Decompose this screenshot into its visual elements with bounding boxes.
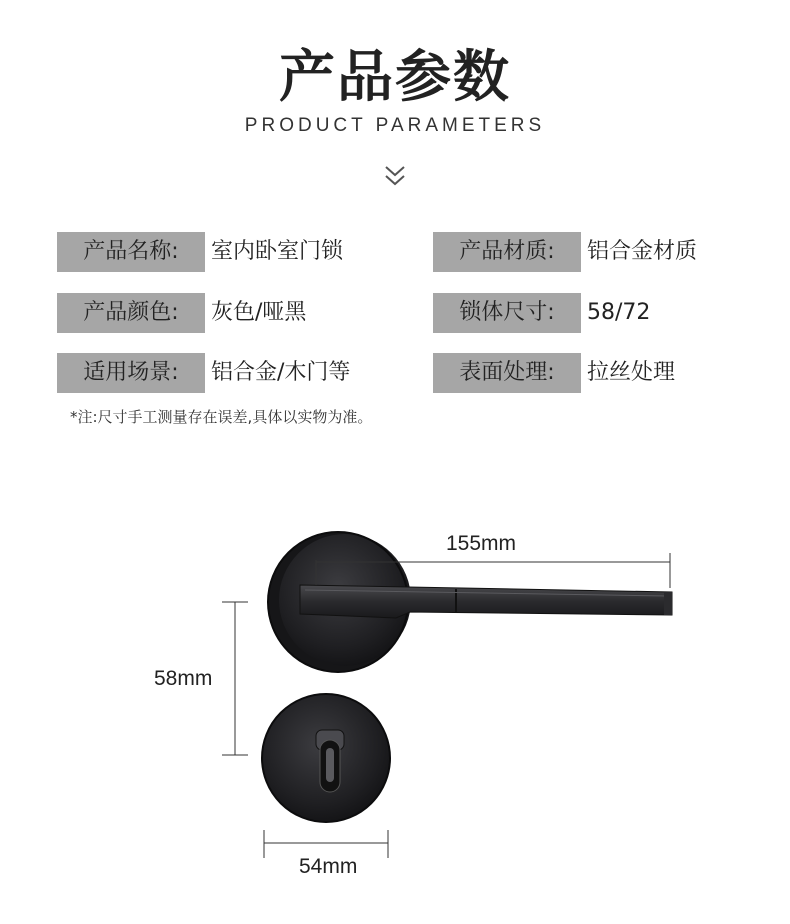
param-value: 灰色/哑黑 <box>211 300 307 325</box>
param-value: 铝合金材质 <box>587 239 698 264</box>
height-dimension: 58mm <box>154 667 213 690</box>
param-label: 产品材质: <box>433 232 581 272</box>
height-dimension-lines <box>222 602 248 755</box>
param-label: 表面处理: <box>433 353 581 393</box>
param-value: 室内卧室门锁 <box>211 239 344 264</box>
param-label: 产品名称: <box>57 232 205 272</box>
width-dimension-lines <box>264 830 388 858</box>
param-label: 适用场景: <box>57 353 205 393</box>
length-dimension: 155mm <box>446 532 517 555</box>
page-title: 产品参数 <box>279 45 511 110</box>
width-dimension: 54mm <box>299 855 358 878</box>
param-value: 58/72 <box>587 300 651 325</box>
param-value: 铝合金/木门等 <box>211 360 351 385</box>
measurement-note: *注:尺寸手工测量存在误差,具体以实物为准。 <box>70 408 373 426</box>
cylinder-rose <box>262 694 390 822</box>
param-value: 拉丝处理 <box>587 360 676 385</box>
param-label: 产品颜色: <box>57 293 205 333</box>
handle-lever <box>300 585 672 618</box>
page-subtitle: PRODUCT PARAMETERS <box>244 115 546 136</box>
param-label: 锁体尺寸: <box>433 293 581 333</box>
